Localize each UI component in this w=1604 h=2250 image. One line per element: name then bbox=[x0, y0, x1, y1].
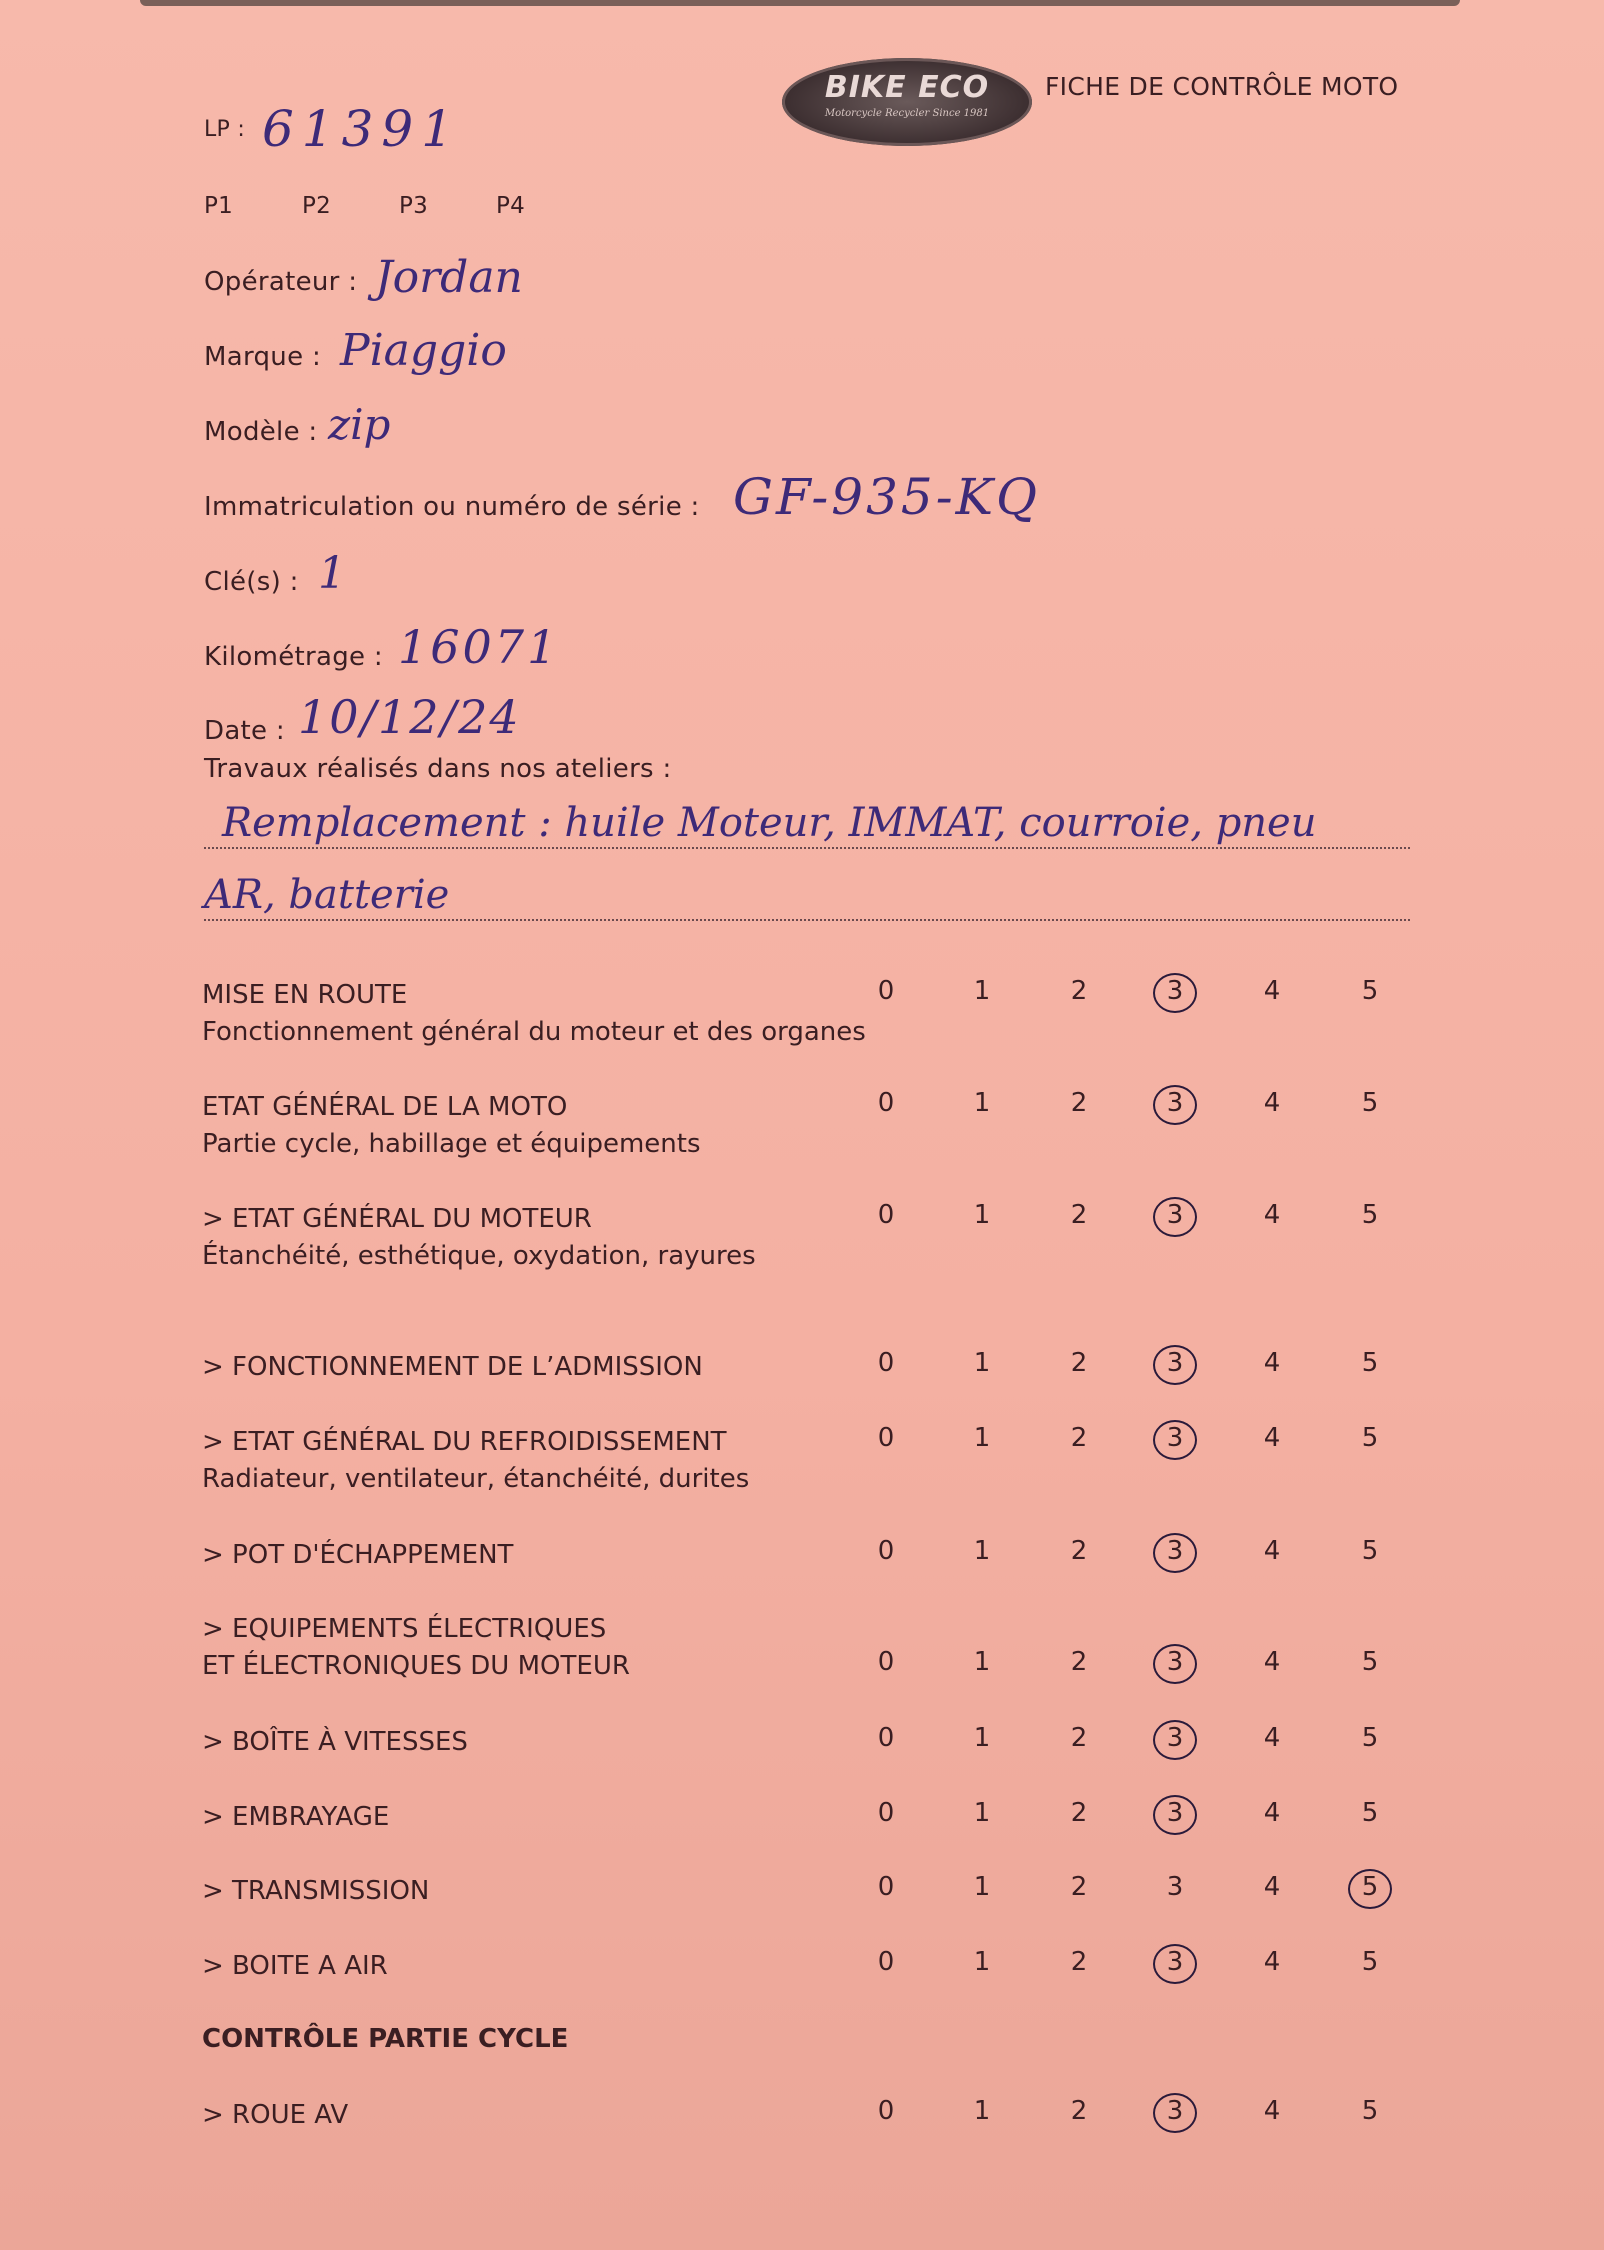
check-6-score-4[interactable]: 4 bbox=[1263, 1647, 1281, 1677]
check-4-selected-circle bbox=[1153, 1420, 1197, 1460]
check-2-score-0[interactable]: 0 bbox=[877, 1200, 895, 1230]
cycle-check-0-score-0[interactable]: 0 bbox=[877, 2096, 895, 2126]
check-sub-4: Radiateur, ventilateur, étanchéité, durites bbox=[202, 1464, 750, 1494]
operator-label: Opérateur : bbox=[204, 267, 358, 297]
check-7-score-0[interactable]: 0 bbox=[877, 1723, 895, 1753]
check-5-score-4[interactable]: 4 bbox=[1263, 1536, 1281, 1566]
check-label-9: > TRANSMISSION bbox=[202, 1876, 430, 1906]
model-value: zip bbox=[328, 400, 391, 449]
check-8-score-5[interactable]: 5 bbox=[1361, 1798, 1379, 1828]
date-label: Date : bbox=[204, 716, 285, 746]
check-1-score-2[interactable]: 2 bbox=[1070, 1088, 1088, 1118]
check-10-score-5[interactable]: 5 bbox=[1361, 1947, 1379, 1977]
check-9-score-1[interactable]: 1 bbox=[973, 1872, 991, 1902]
check-label-8: > EMBRAYAGE bbox=[202, 1802, 390, 1832]
keys-label: Clé(s) : bbox=[204, 567, 299, 597]
check-7-score-4[interactable]: 4 bbox=[1263, 1723, 1281, 1753]
check-8-score-4[interactable]: 4 bbox=[1263, 1798, 1281, 1828]
check-10-score-3[interactable]: 3 bbox=[1166, 1947, 1184, 1977]
check-5-score-0[interactable]: 0 bbox=[877, 1536, 895, 1566]
check-0-score-5[interactable]: 5 bbox=[1361, 976, 1379, 1006]
registration-label: Immatriculation ou numéro de série : bbox=[204, 492, 700, 522]
logo-brand: BIKE ECO bbox=[824, 70, 990, 105]
check-label-1: ETAT GÉNÉRAL DE LA MOTO bbox=[202, 1092, 568, 1122]
check-8-selected-circle bbox=[1153, 1795, 1197, 1835]
registration-value: GF-935-KQ bbox=[733, 468, 1040, 526]
check-4-score-3[interactable]: 3 bbox=[1166, 1423, 1184, 1453]
check-4-score-0[interactable]: 0 bbox=[877, 1423, 895, 1453]
check-label-10: > BOITE A AIR bbox=[202, 1951, 388, 1981]
check-9-score-4[interactable]: 4 bbox=[1263, 1872, 1281, 1902]
check-0-score-0[interactable]: 0 bbox=[877, 976, 895, 1006]
brand-value: Piaggio bbox=[340, 325, 507, 376]
model-label: Modèle : bbox=[204, 417, 318, 447]
operator-value: Jordan bbox=[375, 252, 523, 303]
cycle-check-0-score-3[interactable]: 3 bbox=[1166, 2096, 1184, 2126]
check-sub-0: Fonctionnement général du moteur et des organes bbox=[202, 1017, 866, 1047]
check-9-score-3[interactable]: 3 bbox=[1166, 1872, 1184, 1902]
check-label-5: > POT D'ÉCHAPPEMENT bbox=[202, 1540, 514, 1570]
check-10-score-0[interactable]: 0 bbox=[877, 1947, 895, 1977]
check-label-2: > ETAT GÉNÉRAL DU MOTEUR bbox=[202, 1204, 592, 1234]
check-4-score-1[interactable]: 1 bbox=[973, 1423, 991, 1453]
check-sub-6: ET ÉLECTRONIQUES DU MOTEUR bbox=[202, 1651, 630, 1681]
check-1-selected-circle bbox=[1153, 1085, 1197, 1125]
position-p2: P2 bbox=[302, 193, 332, 219]
check-5-score-1[interactable]: 1 bbox=[973, 1536, 991, 1566]
check-0-score-1[interactable]: 1 bbox=[973, 976, 991, 1006]
date-value: 10/12/24 bbox=[298, 690, 521, 744]
keys-value: 1 bbox=[318, 548, 346, 599]
check-7-score-1[interactable]: 1 bbox=[973, 1723, 991, 1753]
cycle-check-0-score-2[interactable]: 2 bbox=[1070, 2096, 1088, 2126]
check-label-6: > EQUIPEMENTS ÉLECTRIQUES bbox=[202, 1614, 607, 1644]
check-7-score-3[interactable]: 3 bbox=[1166, 1723, 1184, 1753]
check-2-score-3[interactable]: 3 bbox=[1166, 1200, 1184, 1230]
check-4-score-4[interactable]: 4 bbox=[1263, 1423, 1281, 1453]
check-0-score-2[interactable]: 2 bbox=[1070, 976, 1088, 1006]
check-10-selected-circle bbox=[1153, 1944, 1197, 1984]
check-label-0: MISE EN ROUTE bbox=[202, 980, 408, 1010]
check-1-score-1[interactable]: 1 bbox=[973, 1088, 991, 1118]
cycle-section-title: CONTRÔLE PARTIE CYCLE bbox=[202, 2024, 569, 2054]
check-8-score-0[interactable]: 0 bbox=[877, 1798, 895, 1828]
bike-eco-logo bbox=[782, 58, 1032, 146]
cycle-check-0-selected-circle bbox=[1153, 2093, 1197, 2133]
check-4-score-5[interactable]: 5 bbox=[1361, 1423, 1379, 1453]
check-10-score-2[interactable]: 2 bbox=[1070, 1947, 1088, 1977]
lp-label: LP : bbox=[204, 117, 246, 142]
check-1-score-3[interactable]: 3 bbox=[1166, 1088, 1184, 1118]
check-2-score-4[interactable]: 4 bbox=[1263, 1200, 1281, 1230]
check-6-score-1[interactable]: 1 bbox=[973, 1647, 991, 1677]
cycle-check-0-score-1[interactable]: 1 bbox=[973, 2096, 991, 2126]
check-6-score-5[interactable]: 5 bbox=[1361, 1647, 1379, 1677]
check-3-score-1[interactable]: 1 bbox=[973, 1348, 991, 1378]
check-8-score-1[interactable]: 1 bbox=[973, 1798, 991, 1828]
check-9-selected-circle bbox=[1348, 1869, 1392, 1909]
check-6-score-3[interactable]: 3 bbox=[1166, 1647, 1184, 1677]
works-label: Travaux réalisés dans nos ateliers : bbox=[204, 754, 672, 784]
check-5-score-3[interactable]: 3 bbox=[1166, 1536, 1184, 1566]
check-9-score-2[interactable]: 2 bbox=[1070, 1872, 1088, 1902]
check-label-4: > ETAT GÉNÉRAL DU REFROIDISSEMENT bbox=[202, 1427, 727, 1457]
check-5-score-2[interactable]: 2 bbox=[1070, 1536, 1088, 1566]
check-7-score-2[interactable]: 2 bbox=[1070, 1723, 1088, 1753]
logo-tagline: Motorcycle Recycler Since 1981 bbox=[824, 108, 990, 119]
lp-value: 61391 bbox=[262, 100, 462, 158]
check-3-score-5[interactable]: 5 bbox=[1361, 1348, 1379, 1378]
cycle-check-0-score-4[interactable]: 4 bbox=[1263, 2096, 1281, 2126]
check-7-selected-circle bbox=[1153, 1720, 1197, 1760]
cycle-check-0-score-5[interactable]: 5 bbox=[1361, 2096, 1379, 2126]
check-1-score-0[interactable]: 0 bbox=[877, 1088, 895, 1118]
check-6-selected-circle bbox=[1153, 1644, 1197, 1684]
check-8-score-3[interactable]: 3 bbox=[1166, 1798, 1184, 1828]
check-1-score-5[interactable]: 5 bbox=[1361, 1088, 1379, 1118]
mileage-label: Kilométrage : bbox=[204, 642, 383, 672]
position-p4: P4 bbox=[496, 193, 526, 219]
check-10-score-1[interactable]: 1 bbox=[973, 1947, 991, 1977]
check-label-3: > FONCTIONNEMENT DE L’ADMISSION bbox=[202, 1352, 703, 1382]
check-2-selected-circle bbox=[1153, 1197, 1197, 1237]
check-0-selected-circle bbox=[1153, 973, 1197, 1013]
works-line-1-rule bbox=[204, 847, 1410, 849]
check-sub-2: Étanchéité, esthétique, oxydation, rayures bbox=[202, 1241, 756, 1271]
position-p1: P1 bbox=[204, 193, 234, 219]
check-5-score-5[interactable]: 5 bbox=[1361, 1536, 1379, 1566]
check-3-score-3[interactable]: 3 bbox=[1166, 1348, 1184, 1378]
cycle-check-label-0: > ROUE AV bbox=[202, 2100, 349, 2130]
position-p3: P3 bbox=[399, 193, 429, 219]
check-6-score-2[interactable]: 2 bbox=[1070, 1647, 1088, 1677]
check-1-score-4[interactable]: 4 bbox=[1263, 1088, 1281, 1118]
check-label-7: > BOÎTE À VITESSES bbox=[202, 1727, 468, 1757]
check-3-selected-circle bbox=[1153, 1345, 1197, 1385]
check-10-score-4[interactable]: 4 bbox=[1263, 1947, 1281, 1977]
check-0-score-4[interactable]: 4 bbox=[1263, 976, 1281, 1006]
mileage-value: 16071 bbox=[398, 620, 560, 674]
check-5-selected-circle bbox=[1153, 1533, 1197, 1573]
check-8-score-2[interactable]: 2 bbox=[1070, 1798, 1088, 1828]
check-sub-1: Partie cycle, habillage et équipements bbox=[202, 1129, 701, 1159]
check-2-score-1[interactable]: 1 bbox=[973, 1200, 991, 1230]
document-title: FICHE DE CONTRÔLE MOTO bbox=[1045, 72, 1399, 101]
check-3-score-4[interactable]: 4 bbox=[1263, 1348, 1281, 1378]
works-line-2-rule bbox=[204, 919, 1410, 921]
check-3-score-2[interactable]: 2 bbox=[1070, 1348, 1088, 1378]
check-9-score-0[interactable]: 0 bbox=[877, 1872, 895, 1902]
check-0-score-3[interactable]: 3 bbox=[1166, 976, 1184, 1006]
check-4-score-2[interactable]: 2 bbox=[1070, 1423, 1088, 1453]
check-2-score-5[interactable]: 5 bbox=[1361, 1200, 1379, 1230]
check-6-score-0[interactable]: 0 bbox=[877, 1647, 895, 1677]
works-line-2: AR, batterie bbox=[204, 872, 450, 918]
check-2-score-2[interactable]: 2 bbox=[1070, 1200, 1088, 1230]
check-9-score-5[interactable]: 5 bbox=[1361, 1872, 1379, 1902]
works-line-1: Remplacement : huile Moteur, IMMAT, courroie, pneu bbox=[222, 800, 1317, 846]
check-3-score-0[interactable]: 0 bbox=[877, 1348, 895, 1378]
check-7-score-5[interactable]: 5 bbox=[1361, 1723, 1379, 1753]
brand-label: Marque : bbox=[204, 342, 322, 372]
